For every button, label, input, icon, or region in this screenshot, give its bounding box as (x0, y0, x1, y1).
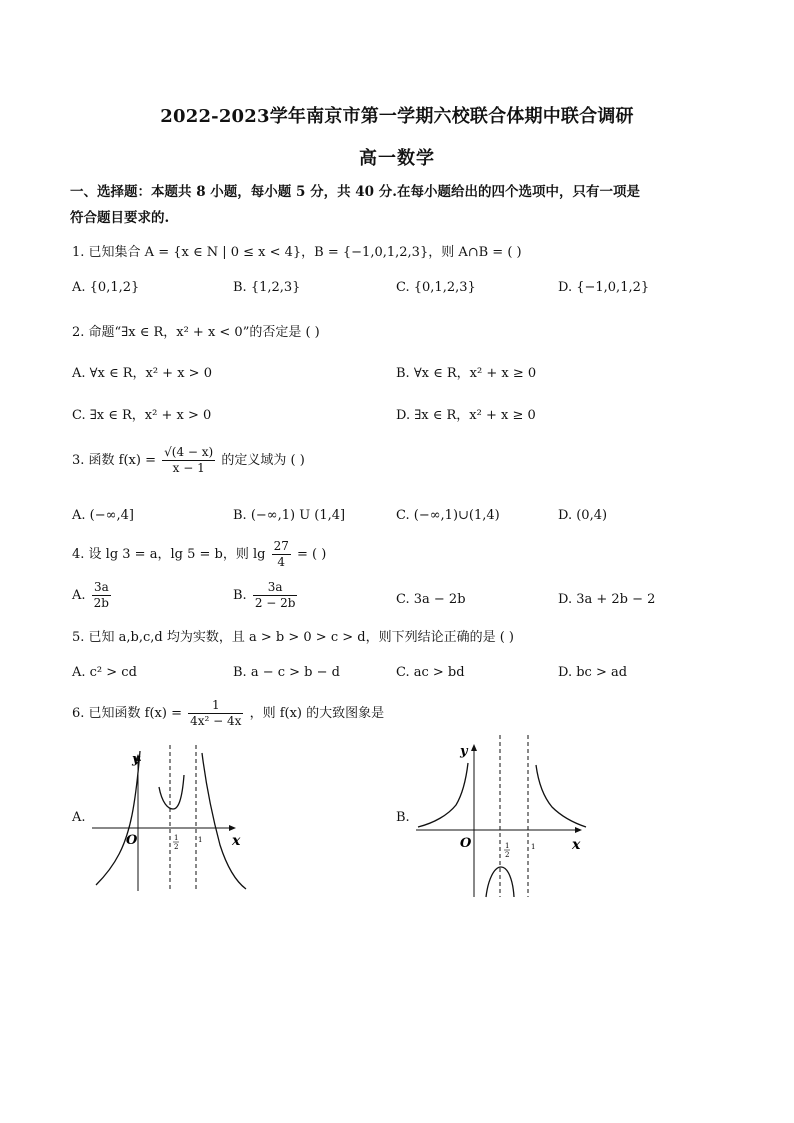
page-title: 2022-2023学年南京市第一学期六校联合体期中联合调研 (160, 106, 634, 127)
graph-a (88, 745, 248, 895)
graph-b-y-arrow (471, 744, 477, 751)
page-subtitle: 高一数学 (359, 148, 435, 169)
graph-a-one-label: 1 (198, 836, 203, 844)
graph-b-right-branch (536, 765, 586, 827)
question-4-option-c: C. 3a − 2b (396, 592, 466, 607)
question-4-option-a-numerator: 3a (92, 580, 111, 596)
question-3-fraction-denominator: x − 1 (172, 461, 205, 475)
graph-b-half-num: 1 (505, 842, 510, 850)
question-6-stem-prefix: 6. 已知函数 f(x) = (72, 706, 182, 721)
graph-b-x-arrow (575, 827, 582, 833)
question-2-stem: 2. 命题“∃x ∈ R，x² + x < 0”的否定是 ( ) (72, 325, 320, 340)
question-3-fraction (162, 445, 215, 476)
section-heading-line2: 符合题目要求的. (70, 210, 170, 226)
graph-a-half-num: 1 (174, 834, 179, 842)
graph-a-origin-label: O (126, 833, 138, 848)
question-4-option-b (233, 580, 299, 611)
question-1-option-d: D. {−1,0,1,2} (558, 280, 650, 295)
graph-a-y-label: y (132, 752, 140, 767)
question-2-option-a: A. ∀x ∈ R，x² + x > 0 (72, 366, 212, 381)
question-5-option-d: D. bc > ad (558, 665, 628, 680)
question-4-option-a-fraction (92, 580, 111, 611)
question-3-option-d: D. (0,4) (558, 508, 608, 523)
question-1-option-b: B. {1,2,3} (233, 280, 301, 295)
graph-a-left-branch (96, 751, 140, 885)
question-5-stem: 5. 已知 a,b,c,d 均为实数，且 a > b > 0 > c > d，则下列结论正确的是 ( ) (72, 630, 514, 645)
question-5-option-b: B. a − c > b − d (233, 665, 340, 680)
question-6-stem-suffix: ，则 f(x) 的大致图象是 (249, 706, 385, 721)
question-6-stem (72, 698, 384, 729)
graph-a-middle-branch (159, 775, 184, 809)
question-5-option-c: C. ac > bd (396, 665, 465, 680)
graph-b (414, 735, 594, 900)
question-6-fraction-denominator: 4x² − 4x (190, 714, 242, 728)
question-6-fraction-numerator: 1 (188, 698, 243, 714)
question-4-option-a-denominator: 2b (93, 596, 109, 610)
question-2-option-d: D. ∃x ∈ R，x² + x ≥ 0 (396, 408, 536, 423)
question-6-fraction (188, 698, 243, 729)
question-4-fraction-numerator: 27 (273, 539, 289, 553)
question-3-stem-suffix: 的定义域为 ( ) (221, 453, 305, 468)
question-3-fraction-numerator: √(4 − x) (164, 445, 214, 459)
question-4-option-a-letter: A. (72, 588, 86, 603)
question-3-option-c: C. (−∞,1)∪(1,4) (396, 508, 500, 523)
question-5-option-a: A. c² > cd (72, 665, 137, 680)
question-3-stem-prefix: 3. 函数 f(x) = (72, 453, 156, 468)
graph-a-half-den: 2 (174, 843, 179, 851)
graph-b-one-label: 1 (531, 843, 536, 851)
question-1-stem: 1. 已知集合 A = {x ∈ N | 0 ≤ x < 4}，B = {−1,0,1,2,3}，则 A∩B = ( ) (72, 245, 522, 260)
graph-b-x-label: x (572, 837, 581, 853)
graph-b-left-branch (418, 763, 468, 827)
question-4-option-b-numerator: 3a (253, 580, 298, 596)
question-4-option-b-denominator: 2 − 2b (254, 596, 296, 610)
question-4-option-a (72, 580, 113, 611)
question-3-stem (72, 445, 305, 476)
section-heading-line1: 一、选择题：本题共 8 小题，每小题 5 分，共 40 分.在每小题给出的四个选项中，只有一项是 (70, 184, 640, 200)
question-4-stem (72, 539, 326, 570)
question-4-option-b-fraction (253, 580, 298, 611)
question-4-fraction (272, 539, 291, 570)
graph-b-y-label: y (460, 744, 468, 759)
graph-b-half-den: 2 (505, 851, 510, 859)
question-4-stem-suffix: = ( ) (297, 547, 327, 562)
question-3-option-a: A. (−∞,4] (72, 508, 134, 523)
graph-b-origin-label: O (460, 836, 472, 851)
graph-a-right-branch (202, 753, 246, 889)
question-2-option-c: C. ∃x ∈ R，x² + x > 0 (72, 408, 212, 423)
question-4-fraction-denominator: 4 (277, 555, 286, 569)
question-2-option-b: B. ∀x ∈ R，x² + x ≥ 0 (396, 366, 537, 381)
graph-a-x-label: x (232, 833, 241, 849)
question-6-option-b: B. (396, 810, 410, 825)
question-3-option-b: B. (−∞,1) U (1,4] (233, 508, 346, 523)
question-6-option-a: A. (72, 810, 86, 825)
question-4-stem-prefix: 4. 设 lg 3 = a，lg 5 = b，则 lg (72, 547, 266, 562)
question-4-option-d: D. 3a + 2b − 2 (558, 592, 656, 607)
graph-a-x-arrow (229, 825, 236, 831)
question-1-option-a: A. {0,1,2} (72, 280, 140, 295)
question-1-option-c: C. {0,1,2,3} (396, 280, 476, 295)
question-4-option-b-letter: B. (233, 588, 247, 603)
